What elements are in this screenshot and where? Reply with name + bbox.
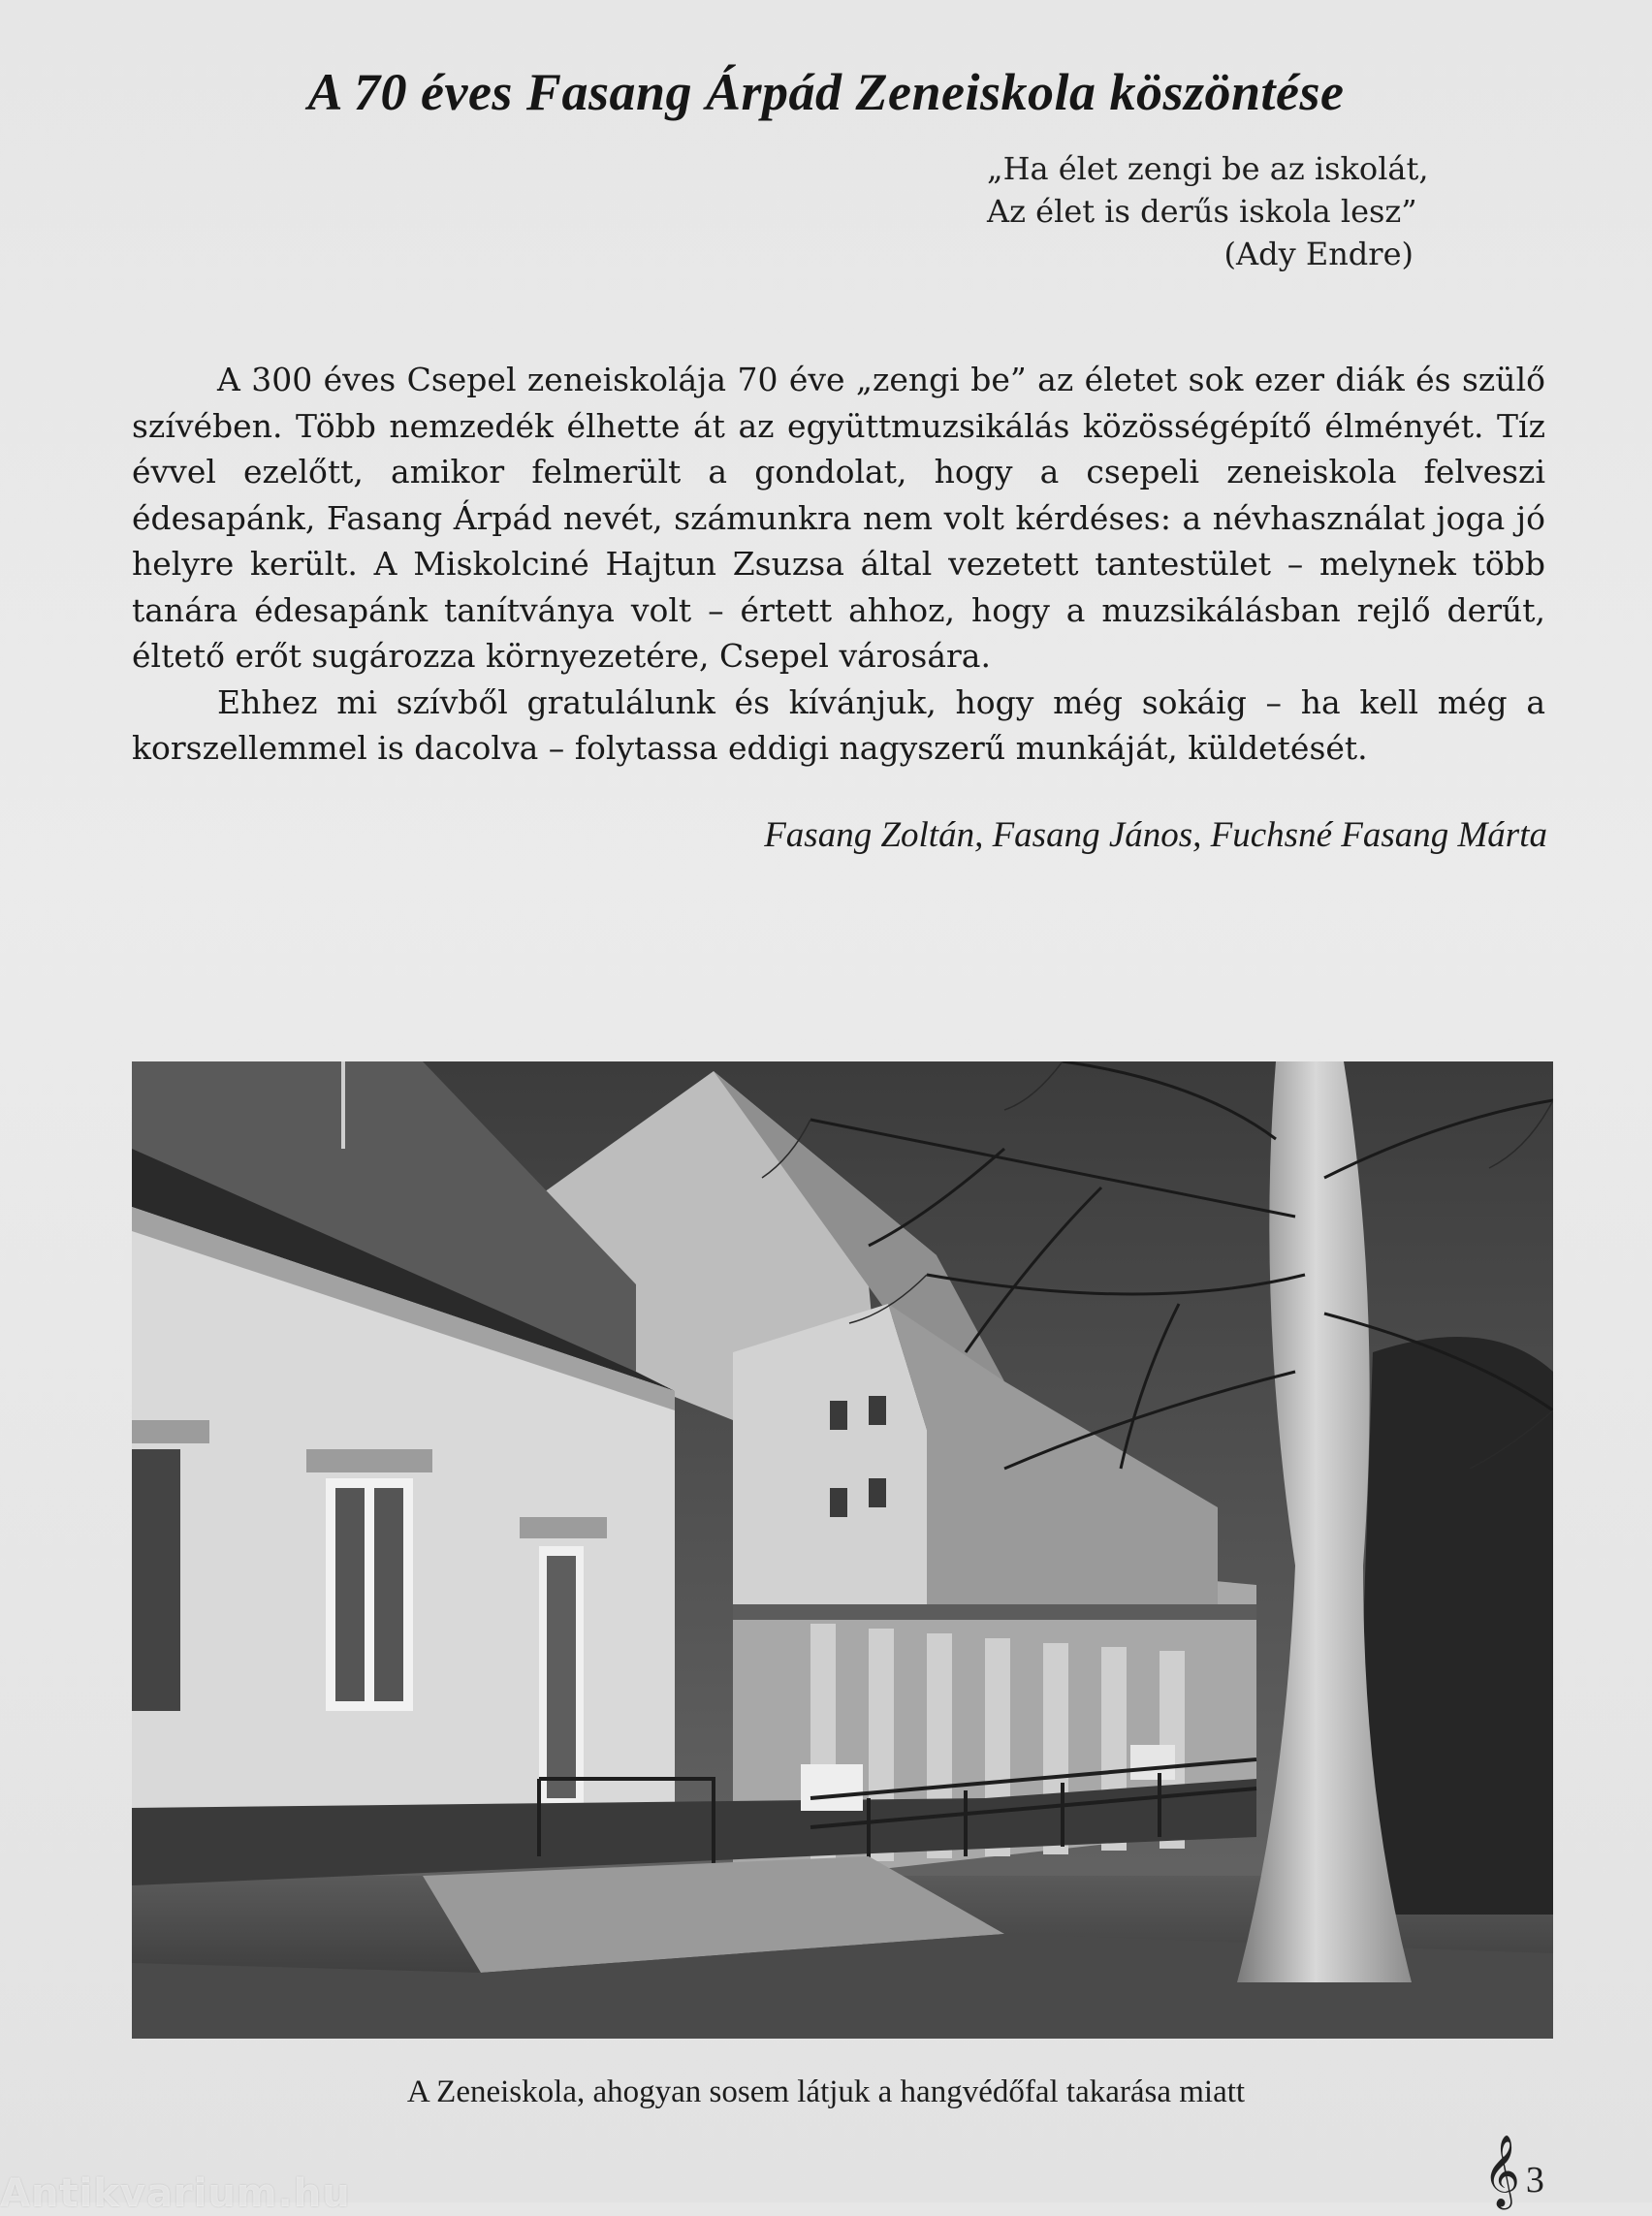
paragraph-1: A 300 éves Csepel zeneiskolája 70 éve „zengi be” az életet sok ezer diák és szülő szívében. Több nemzedék élhette át az együttmuzsikálás közösségépítő élményét. Tíz évvel ezelőtt, amikor felmerült a gondolat, hogy a csepeli zeneiskola felveszi édesapánk, Fasang Árpád nevét, számunkra nem volt kérdéses: a névhasználat joga jó helyre került. A Miskolciné Hajtun Zsuzsa által vezetett tantestület – melynek több tanára édesapánk tanítványa volt – értett ahhoz, hogy a muzsikálásban rejlő derűt, éltető erőt sugározza környezetére, Csepel városára. [132,361,1545,675]
watermark: Antikvarium.hu [0,2171,351,2216]
school-building-illustration [132,1061,1553,2039]
page-number: 3 [1525,2160,1544,2200]
paragraph-2: Ehhez mi szívből gratulálunk és kívánjuk, hogy még sokáig – ha kell még a korszellemmel is dacolva – folytassa eddigi nagyszerű munkáját, küldetését. [132,682,1545,767]
page-title: A 70 éves Fasang Árpád Zeneiskola köszöntése [307,63,1345,122]
epigraph-line-2: Az élet is derűs iskola lesz” [987,193,1417,230]
signature: Fasang Zoltán, Fasang János, Fuchsné Fasang Márta [764,815,1547,855]
page-folio [1483,2136,1544,2207]
epigraph [987,147,1429,275]
school-building-photo [132,1061,1553,2039]
body-text [132,357,1545,772]
epigraph-author: (Ady Endre) [1223,236,1414,272]
epigraph-line-1: „Ha élet zengi be az iskolát, [987,150,1429,187]
treble-clef-icon: 𝄞 [1483,2136,1520,2207]
photo-caption: A Zeneiskola, ahogyan sosem látjuk a hangvédőfal takarása miatt [406,2074,1246,2109]
